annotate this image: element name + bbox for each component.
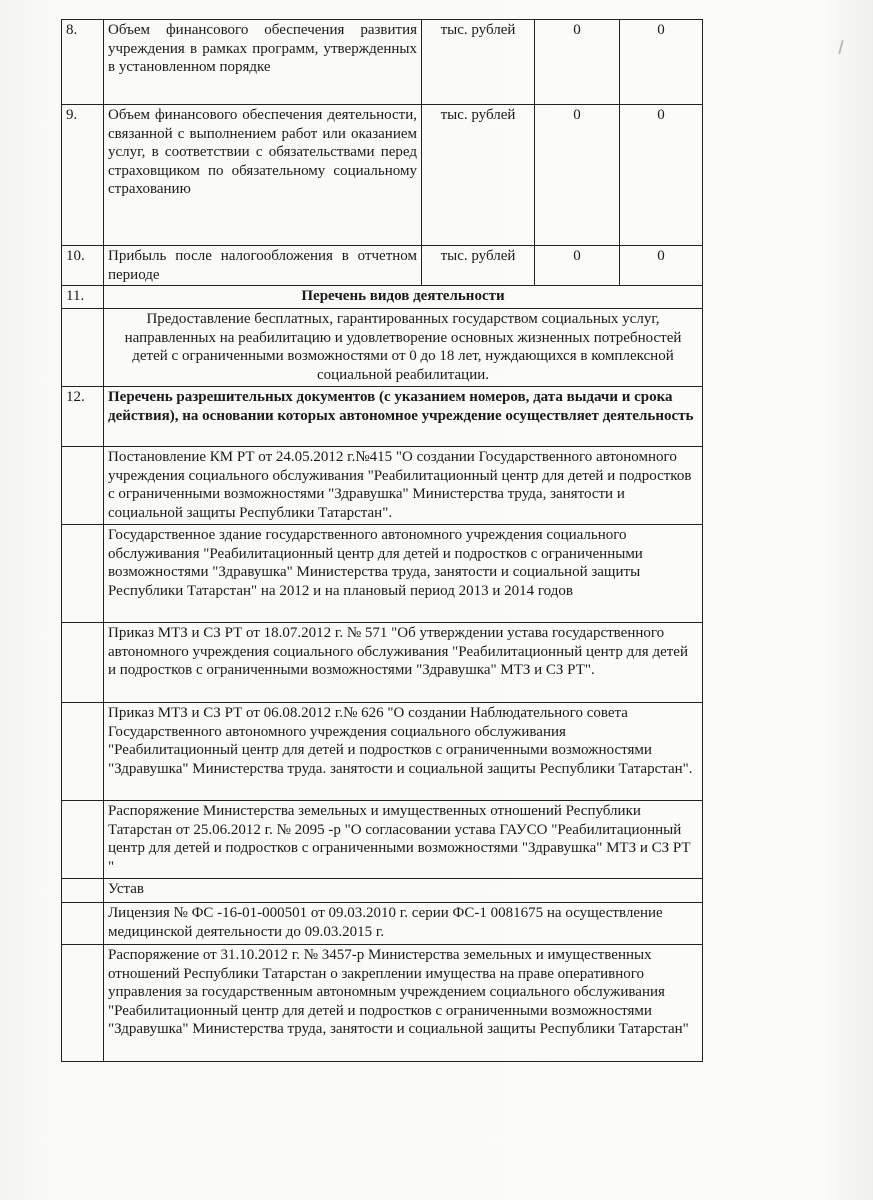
row-value-1: 0: [535, 246, 620, 286]
document-row: [62, 703, 703, 801]
row-name: Объем финансового обеспечения развития учреждения в рамках программ, утвержденных в установленном порядке: [104, 20, 422, 105]
document-text: Постановление КМ РТ от 24.05.2012 г.№415 "О создании Государственного автономного учреждения социального обслуживания "Реабилитационный центр для детей и подростков с ограниченными возможностями "Здравушка" Министерства труда, занятости и социальной защиты Республики Татарстан".: [104, 447, 703, 525]
scan-mark: [838, 40, 844, 54]
section-number: 12.: [62, 387, 104, 447]
report-table: [61, 19, 703, 1062]
empty-cell: [62, 801, 104, 879]
document-row: [62, 525, 703, 623]
table-row: [62, 20, 703, 105]
row-number: 8.: [62, 20, 104, 105]
section-number: 11.: [62, 286, 104, 309]
document-row: [62, 447, 703, 525]
empty-cell: [62, 447, 104, 525]
empty-cell: [62, 945, 104, 1062]
empty-cell: [62, 525, 104, 623]
row-unit: тыс. рублей: [422, 105, 535, 246]
document-text: Распоряжение Министерства земельных и имущественных отношений Республики Татарстан от 25.06.2012 г. № 2095 -р "О согласовании устава ГАУСО "Реабилитационный центр для детей и подростков с ограниченными возможностями "Здравушка" МТЗ и СЗ РТ ": [104, 801, 703, 879]
document-text: Лицензия № ФС -16-01-000501 от 09.03.2010 г. серии ФС-1 0081675 на осуществление медицинской деятельности до 09.03.2015 г.: [104, 903, 703, 945]
section-header-row: [62, 286, 703, 309]
row-value-1: 0: [535, 20, 620, 105]
table-row: [62, 105, 703, 246]
document-row: [62, 801, 703, 879]
document-text: Устав: [104, 879, 703, 903]
section-header-row: [62, 387, 703, 447]
row-value-1: 0: [535, 105, 620, 246]
section-title: Перечень видов деятельности: [104, 286, 703, 309]
document-text: Приказ МТЗ и СЗ РТ от 06.08.2012 г.№ 626 "О создании Наблюдательного совета Государственного автономного учреждения социального обслуживания "Реабилитационный центр для детей и подростков с ограниченными возможностями "Здравушка" Министерства труда. занятости и социальной защиты Республики Татарстан".: [104, 703, 703, 801]
empty-cell: [62, 703, 104, 801]
document-text: Приказ МТЗ и СЗ РТ от 18.07.2012 г. № 571 "Об утверждении устава государственного автономного учреждения социального обслуживания "Реабилитационный центр для детей и подростков с ограниченными возможностями "Здравушка" МТЗ и СЗ РТ".: [104, 623, 703, 703]
document-row: [62, 903, 703, 945]
row-name: Объем финансового обеспечения деятельности, связанной с выполнением работ или оказанием услуг, в соответствии с обязательствами перед страховщиком по обязательному социальному страхованию: [104, 105, 422, 246]
row-value-2: 0: [620, 246, 703, 286]
row-value-2: 0: [620, 105, 703, 246]
empty-cell: [62, 879, 104, 903]
document-row: [62, 879, 703, 903]
section-title: Перечень разрешительных документов (с указанием номеров, дата выдачи и срока действия), на основании которых автономное учреждение осуществляет деятельность: [104, 387, 703, 447]
row-number: 9.: [62, 105, 104, 246]
document-row: [62, 623, 703, 703]
document-text: Распоряжение от 31.10.2012 г. № 3457-р Министерства земельных и имущественных отношений Республики Татарстан о закреплении имущества на праве оперативного управления за государственным автономным учреждением социального обслуживания "Реабилитационный центр для детей и подростков с ограниченными возможностями "Здравушка" Министерства труда, занятости и социальной защиты Республики Татарстан": [104, 945, 703, 1062]
document-text: Государственное здание государственного автономного учреждения социального обслуживания "Реабилитационный центр для детей и подростков с ограниченными возможностями "Здравушка" Министерства труда, занятости и социальной защиты Республики Татарстан" на 2012 и на плановый период 2013 и 2014 годов: [104, 525, 703, 623]
empty-cell: [62, 309, 104, 387]
document-row: [62, 945, 703, 1062]
table-row: [62, 246, 703, 286]
row-number: 10.: [62, 246, 104, 286]
empty-cell: [62, 903, 104, 945]
activity-row: [62, 309, 703, 387]
empty-cell: [62, 623, 104, 703]
row-name: Прибыль после налогообложения в отчетном периоде: [104, 246, 422, 286]
row-unit: тыс. рублей: [422, 246, 535, 286]
row-value-2: 0: [620, 20, 703, 105]
activity-text: Предоставление бесплатных, гарантированных государством социальных услуг, направленных на реабилитацию и удовлетворение основных жизненных потребностей детей с ограниченными возможностями от 0 до 18 лет, нуждающихся в комплексной социальной реабилитации.: [104, 309, 703, 387]
row-unit: тыс. рублей: [422, 20, 535, 105]
